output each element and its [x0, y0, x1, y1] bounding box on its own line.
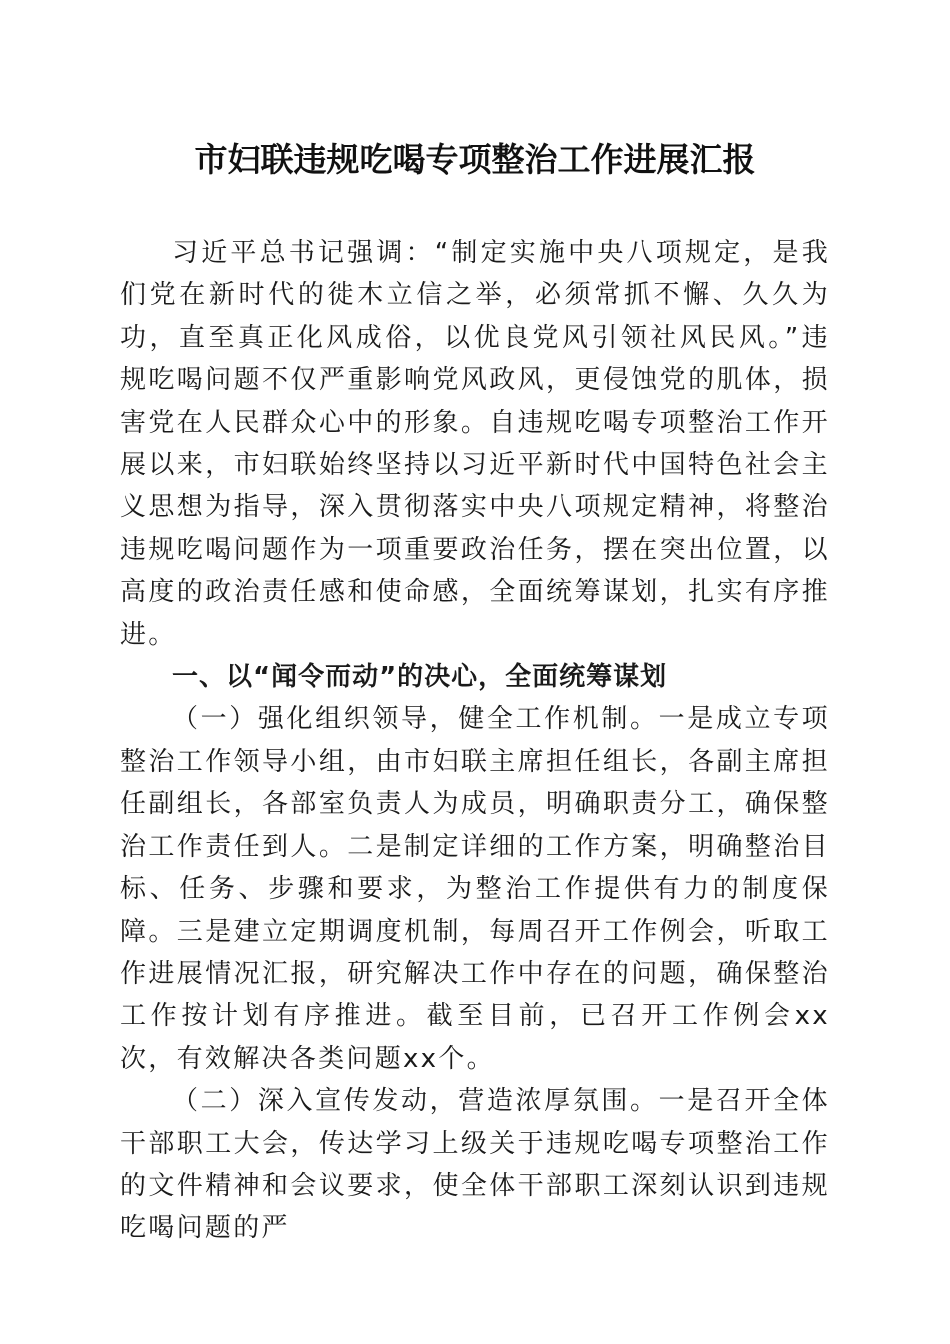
subsection-text-1: 一是成立专项整治工作领导小组，由市妇联主席担任组长，各副主席担任副组长，各部室负责人为成员，明确职责分工，确保整治工作责任到人。二是制定详细的工作方案，明确整治目标、任务、步骤和要求，为整治工作提供有力的制度保障。三是建立定期调度机制，每周召开工作例会，听取工作进展情况汇报，研究解决工作中存在的问题，确保整治工作按计划有序推进。截至目前，已召开工作例会xx次，有效解决各类问题xx个。: [120, 704, 830, 1074]
subsection-paragraph-2: [120, 1080, 830, 1250]
intro-paragraph: 习近平总书记强调：“制定实施中央八项规定，是我们党在新时代的徙木立信之举，必须常抓不懈、久久为功，直至真正化风成俗，以优良党风引领社风民风。”违规吃喝问题不仅严重影响党风政风，更侵蚀党的肌体，损害党在人民群众心中的形象。自违规吃喝专项整治工作开展以来，市妇联始终坚持以习近平新时代中国特色社会主义思想为指导，深入贯彻落实中央八项规定精神，将整治违规吃喝问题作为一项重要政治任务，摆在突出位置，以高度的政治责任感和使命感，全面统筹谋划，扎实有序推进。: [120, 238, 830, 650]
section-heading-1: 一、以“闻令而动”的决心，全面统筹谋划: [172, 662, 668, 693]
subsection-text-2: 一是召开全体干部职工大会，传达学习上级关于违规吃喝专项整治工作的文件精神和会议要求，使全体干部职工深刻认识到违规吃喝问题的严: [120, 1086, 830, 1244]
subsection-lead-1: （一）强化组织领导，健全工作机制。: [172, 704, 659, 735]
document-title: 市妇联违规吃喝专项整治工作进展汇报: [194, 140, 756, 179]
subsection-paragraph-1: [120, 698, 830, 1080]
subsection-lead-2: （二）深入宣传发动，营造浓厚氛围。: [172, 1086, 659, 1117]
document-body: [120, 232, 830, 1250]
